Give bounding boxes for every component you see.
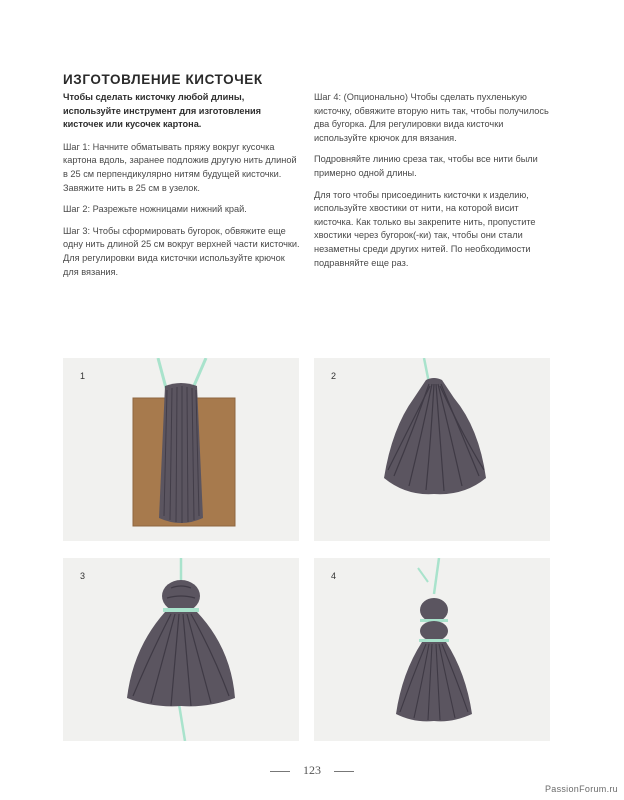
step-3-text: Шаг 3: Чтобы сформировать бугорок, обвяжите еще одну нить длиной 25 см вокруг верхней части кисточки. Для регулировки вида кисточки используйте крючок для вязания. [63, 225, 300, 277]
tassel-one-knob-photo [63, 558, 299, 741]
watermark: PassionForum.ru [544, 784, 618, 794]
right-text-column [314, 91, 550, 278]
tassel-two-knobs-photo [314, 558, 550, 741]
intro-paragraph: Чтобы сделать кисточку любой длины, используйте инструмент для изготовления кисточек или кусочек картона. [63, 92, 262, 130]
step-2-text: Шаг 2: Разрежьте ножницами нижний край. [63, 204, 247, 215]
step-2-photo [314, 358, 550, 541]
step-4-text: Шаг 4: (Опционально) Чтобы сделать пухленькую кисточку, обвяжите вторую нить так, чтобы получилось два бугорка. Для регулировки вида кисточки используйте крючок для вязания. [314, 92, 549, 143]
photo-number: 1 [80, 371, 86, 381]
photo-number: 2 [331, 371, 337, 381]
step-1-photo [63, 358, 299, 541]
attach-text: Для того чтобы присоединить кисточки к изделию, используйте хвостики от нити, на которой висит кисточка. Как только вы закрепите нить, пропустите хвостики через бугорок(-ки) так, чтобы они стали незаметны среди других нитей. По необходимости подравняйте еще раз. [314, 189, 536, 268]
cut-tassel-photo [314, 358, 550, 541]
step-4-photo [314, 558, 550, 741]
left-text-column [63, 91, 301, 287]
step-3-photo [63, 558, 299, 741]
page-number: 123 [303, 763, 321, 777]
page-number-line-right [334, 771, 354, 772]
tassel-on-cardboard-photo [63, 358, 299, 541]
page-title: ИЗГОТОВЛЕНИЕ КИСТОЧЕК [63, 72, 263, 87]
trim-text: Подровняйте линию среза так, чтобы все нити были примерно одной длины. [314, 154, 538, 178]
photo-number: 4 [331, 571, 337, 581]
photo-number: 3 [80, 571, 86, 581]
step-1-text: Шаг 1: Начните обматывать пряжу вокруг кусочка картона вдоль, заранее подложив другую нить длиной в 25 см перпендикулярно нитям будущей кисточки. Завяжите нить в 25 см в узелок. [63, 141, 297, 193]
